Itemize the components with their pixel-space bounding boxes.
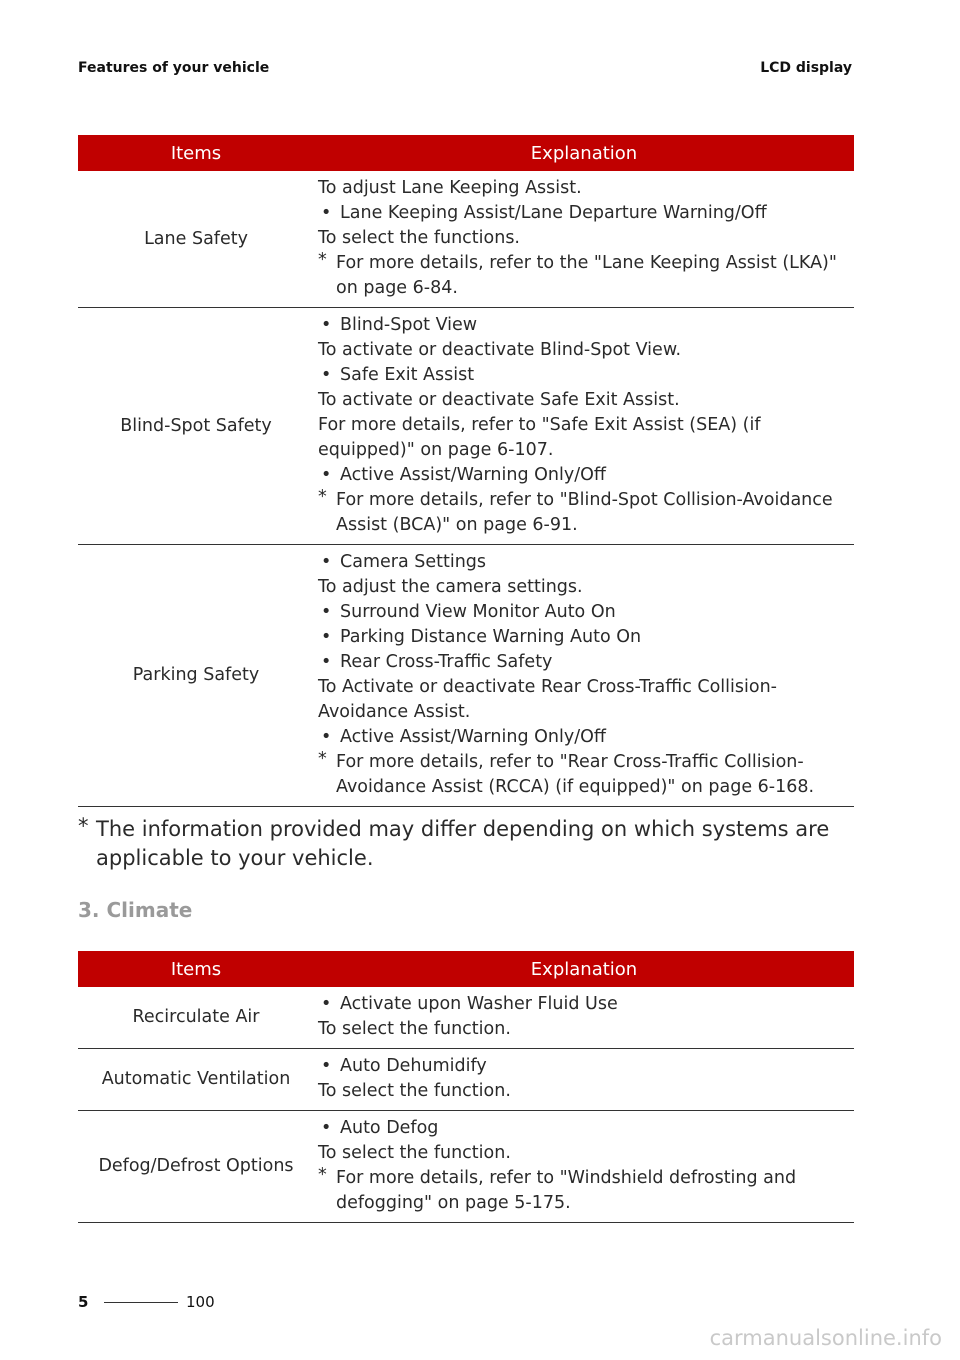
chapter-number: 5 (78, 1293, 89, 1311)
bullet-option: • Activate upon Washer Fluid Use (318, 992, 854, 1017)
explanation-line: To select the functions. (318, 228, 520, 248)
column-header-items: Items (78, 135, 314, 171)
reference-note-text: For more details, refer to "Windshield defrosting and defogging" on page 5-175. (336, 1168, 797, 1213)
bullet-option: • Active Assist/Warning Only/Off (318, 725, 854, 750)
footer-rule (104, 1302, 178, 1303)
explanation-line: To adjust the camera settings. (318, 577, 583, 597)
item-cell: Lane Safety (78, 171, 314, 308)
settings-table-climate (78, 951, 854, 1223)
explanation-line: To select the function. (318, 1143, 511, 1163)
reference-note (318, 1166, 854, 1216)
asterisk-mark: * (78, 814, 89, 838)
footnote-text: The information provided may differ depending on which systems are applicable to your vehicle. (96, 817, 830, 870)
section-title: 3. Climate (78, 898, 193, 922)
table-row (78, 1049, 854, 1111)
table-row (78, 171, 854, 308)
explanation-cell (314, 1049, 854, 1111)
reference-note-text: For more details, refer to the "Lane Keeping Assist (LKA)" on page 6-84. (336, 253, 837, 298)
explanation-cell (314, 1111, 854, 1223)
asterisk-mark: * (318, 1165, 327, 1185)
explanation-line: To activate or deactivate Safe Exit Assist. (318, 390, 680, 410)
reference-note-text: For more details, refer to "Rear Cross-Traffic Collision-Avoidance Assist (RCCA) (if equipped)" on page 6-168. (336, 752, 815, 797)
item-cell: Automatic Ventilation (78, 1049, 314, 1111)
reference-note (318, 750, 854, 800)
column-header-explanation: Explanation (314, 135, 854, 171)
item-cell: Defog/Defrost Options (78, 1111, 314, 1223)
table-header-row (78, 951, 854, 987)
explanation-cell (314, 171, 854, 308)
column-header-items: Items (78, 951, 314, 987)
explanation-line: To adjust Lane Keeping Assist. (318, 178, 582, 198)
bullet-option: • Safe Exit Assist (318, 363, 854, 388)
table-header-row (78, 135, 854, 171)
bullet-option: • Auto Defog (318, 1116, 854, 1141)
explanation-line: To activate or deactivate Blind-Spot View. (318, 340, 682, 360)
column-header-explanation: Explanation (314, 951, 854, 987)
table-row (78, 1111, 854, 1223)
bullet-option: • Blind-Spot View (318, 313, 854, 338)
running-header-section: Features of your vehicle (78, 60, 270, 76)
asterisk-mark: * (318, 250, 327, 270)
bullet-option: • Camera Settings (318, 550, 854, 575)
bullet-option: • Auto Dehumidify (318, 1054, 854, 1079)
reference-note (318, 488, 854, 538)
asterisk-mark: * (318, 749, 327, 769)
explanation-cell (314, 987, 854, 1049)
bullet-option: • Rear Cross-Traffic Safety (318, 650, 854, 675)
bullet-option: • Surround View Monitor Auto On (318, 600, 854, 625)
explanation-cell (314, 545, 854, 807)
reference-note-text: For more details, refer to "Blind-Spot Collision-Avoidance Assist (BCA)" on page 6-91. (336, 490, 833, 535)
settings-table-vehicle (78, 135, 854, 807)
table-row (78, 308, 854, 545)
explanation-line: To Activate or deactivate Rear Cross-Traffic Collision-Avoidance Assist. (318, 677, 777, 722)
item-cell: Blind-Spot Safety (78, 308, 314, 545)
running-header-topic: LCD display (760, 60, 852, 76)
reference-note (318, 251, 854, 301)
bullet-option: • Lane Keeping Assist/Lane Departure Warning/Off (318, 201, 854, 226)
watermark: carmanualsonline.info (709, 1326, 942, 1350)
bullet-option: • Parking Distance Warning Auto On (318, 625, 854, 650)
explanation-cell (314, 308, 854, 545)
explanation-line: To select the function. (318, 1019, 511, 1039)
table-row (78, 545, 854, 807)
page-number: 100 (186, 1293, 215, 1311)
item-cell: Parking Safety (78, 545, 314, 807)
item-cell: Recirculate Air (78, 987, 314, 1049)
asterisk-mark: * (318, 487, 327, 507)
explanation-line: To select the function. (318, 1081, 511, 1101)
footnote (78, 815, 858, 873)
table-row (78, 987, 854, 1049)
bullet-option: • Active Assist/Warning Only/Off (318, 463, 854, 488)
explanation-line: For more details, refer to "Safe Exit Assist (SEA) (if equipped)" on page 6-107. (318, 415, 761, 460)
